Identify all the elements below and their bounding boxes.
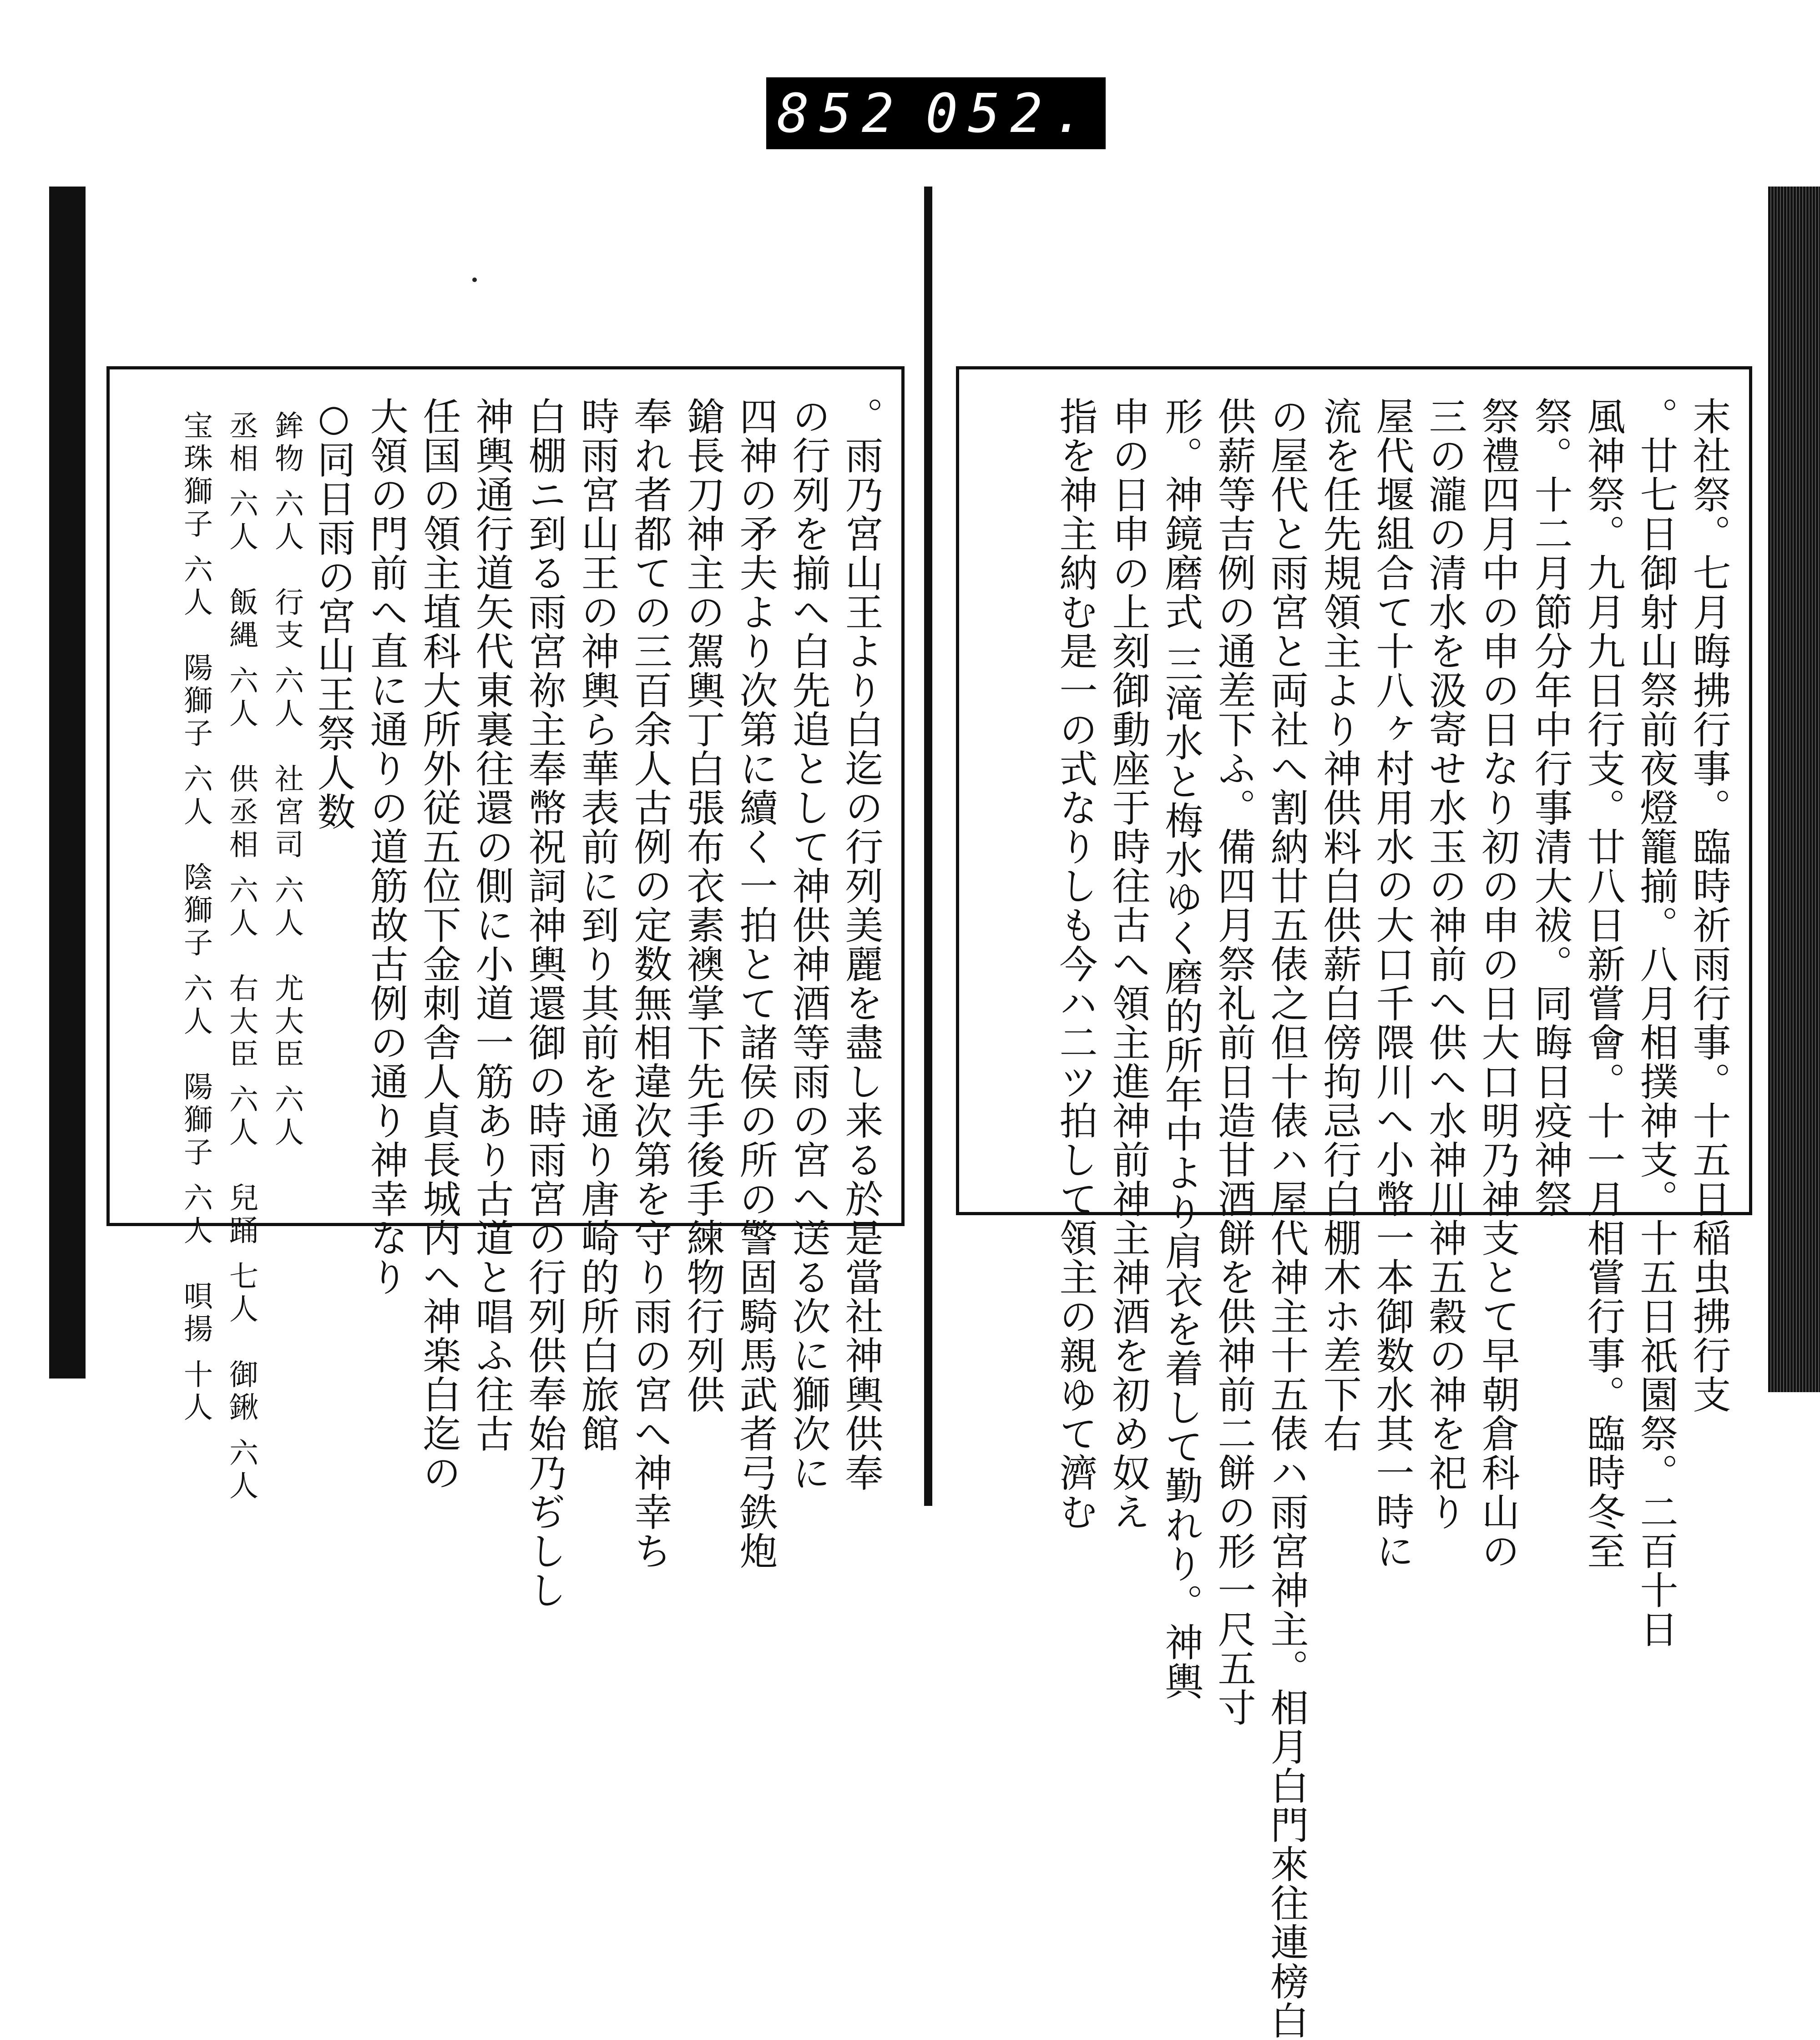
- text-column: 三の瀧の清水を汲寄せ水玉の神前へ供へ水神川神五穀の神を祀り: [1423, 397, 1467, 1531]
- text-column: 奉れ者都ての三百余人古例の定数無相違次第を守り雨の宮へ神幸ち: [628, 397, 672, 1570]
- text-column: の屋代と雨宮と両社へ割納廿五俵之但十俵ハ屋代神主十五俵ハ雨宮神主。相月白門來往連榜白: [1264, 397, 1309, 2040]
- text-column: 鎗長刀神主の駕輿丁白張布衣素襖掌下先手後手練物行列供: [681, 397, 725, 1414]
- text-column: 供薪等吉例の通差下ふ。備四月祭礼前日造甘酒餅を供神前二餅の形一尺五寸: [1212, 397, 1256, 1727]
- text-column: 末社祭。七月晦拂行事。臨時祈雨行事。十五日稲虫拂行支: [1687, 397, 1731, 1414]
- text-column: 屋代堰組合て十八ヶ村用水の大口千隈川へ小幣一本御数水其一時に: [1370, 397, 1415, 1570]
- book-spine: [924, 187, 932, 1506]
- text-column: 形。神鏡磨式 三滝水と梅水ゆく磨的所年中より肩衣を着して勤れり。神輿: [1159, 397, 1203, 1701]
- text-column: 大領の門前へ直に通りの道筋故古例の通り神幸なり: [364, 397, 409, 1297]
- text-column: 祭禮四月中の申の日なり初の申の日大口明乃神支とて早朝倉科山の: [1476, 397, 1520, 1570]
- roster-column: 鉾物 六人 行支 六人 社宮司 六人 尤大臣 六人: [270, 410, 303, 1150]
- left-page-edge: [49, 187, 86, 1379]
- frame-number-left: 852: [777, 82, 904, 145]
- text-column: 申の日申の上刻御動座于時往古へ領主進神前神主神酒を初め奴え: [1106, 397, 1151, 1531]
- roster-column: 丞相 六人 飯縄 六人 供丞相 六人 右大臣 六人 兒踊 七人 御鍬 六人: [224, 410, 258, 1504]
- text-column: 風神祭。九月九日行支。廿八日新嘗會。十一月相嘗行事。臨時冬至: [1581, 397, 1626, 1570]
- left-page: [86, 187, 924, 1610]
- text-column: 白棚ニ到る雨宮祢主奉幣祝詞神輿還御の時雨宮の行列供奉始乃ぢしし: [522, 397, 567, 1610]
- text-column: 指を神主納む是一の式なりしも今ハ二ツ拍して領主の親ゆて濟む: [1053, 397, 1098, 1531]
- open-book: [44, 187, 1820, 2040]
- right-page-edge-stack: [1768, 187, 1820, 1392]
- frame-number-right: 052.: [925, 82, 1095, 145]
- circle-mark-icon: ○: [313, 397, 355, 440]
- right-text-frame: [956, 366, 1752, 2040]
- roster-list: [166, 397, 303, 1504]
- text-column: 。雨乃宮山王より白迄の行列美麗を盡し来る於是當社神輿供奉: [839, 397, 884, 1492]
- roster-heading: ○同日雨の宮山王祭人数: [311, 397, 356, 831]
- text-column: 祭。十二月節分年中行事清大祓。同晦日疫神祭: [1528, 397, 1573, 1218]
- text-column: 時雨宮山王の神輿ら華表前に到り其前を通り唐崎的所白旅館: [575, 397, 620, 1453]
- text-column: 神輿通行道矢代東裏往還の側に小道一筋あり古道と唱ふ往古: [470, 397, 514, 1453]
- left-text-columns: [128, 397, 884, 1610]
- frame-number-label: [766, 77, 1106, 149]
- text-column: 。廿七日御射山祭前夜燈籠揃。八月相撲神支。十五日祇園祭。二百十日: [1634, 397, 1678, 1649]
- roster-column: 宝珠獅子 六人 陽獅子 六人 陰獅子 六人 陽獅子 六人 唄揚 十人: [179, 410, 212, 1425]
- right-text-columns: [977, 397, 1731, 2040]
- right-page: [932, 187, 1768, 2040]
- ink-speck: [472, 278, 477, 282]
- text-column: 流を任先規領主より神供料白供薪白傍拘忌行白棚木ホ差下右: [1317, 397, 1362, 1453]
- left-text-frame: [106, 366, 905, 1610]
- text-column: 任国の領主埴科大所外従五位下金刺舎人貞長城内へ神楽白迄の: [417, 397, 461, 1492]
- text-column: の行列を揃へ白先追として神供神酒等雨の宮へ送る次に獅次に: [786, 397, 831, 1492]
- text-column: 四神の矛夫より次第に續く一拍とて諸侯の所の警固騎馬武者弓鉄炮: [733, 397, 778, 1570]
